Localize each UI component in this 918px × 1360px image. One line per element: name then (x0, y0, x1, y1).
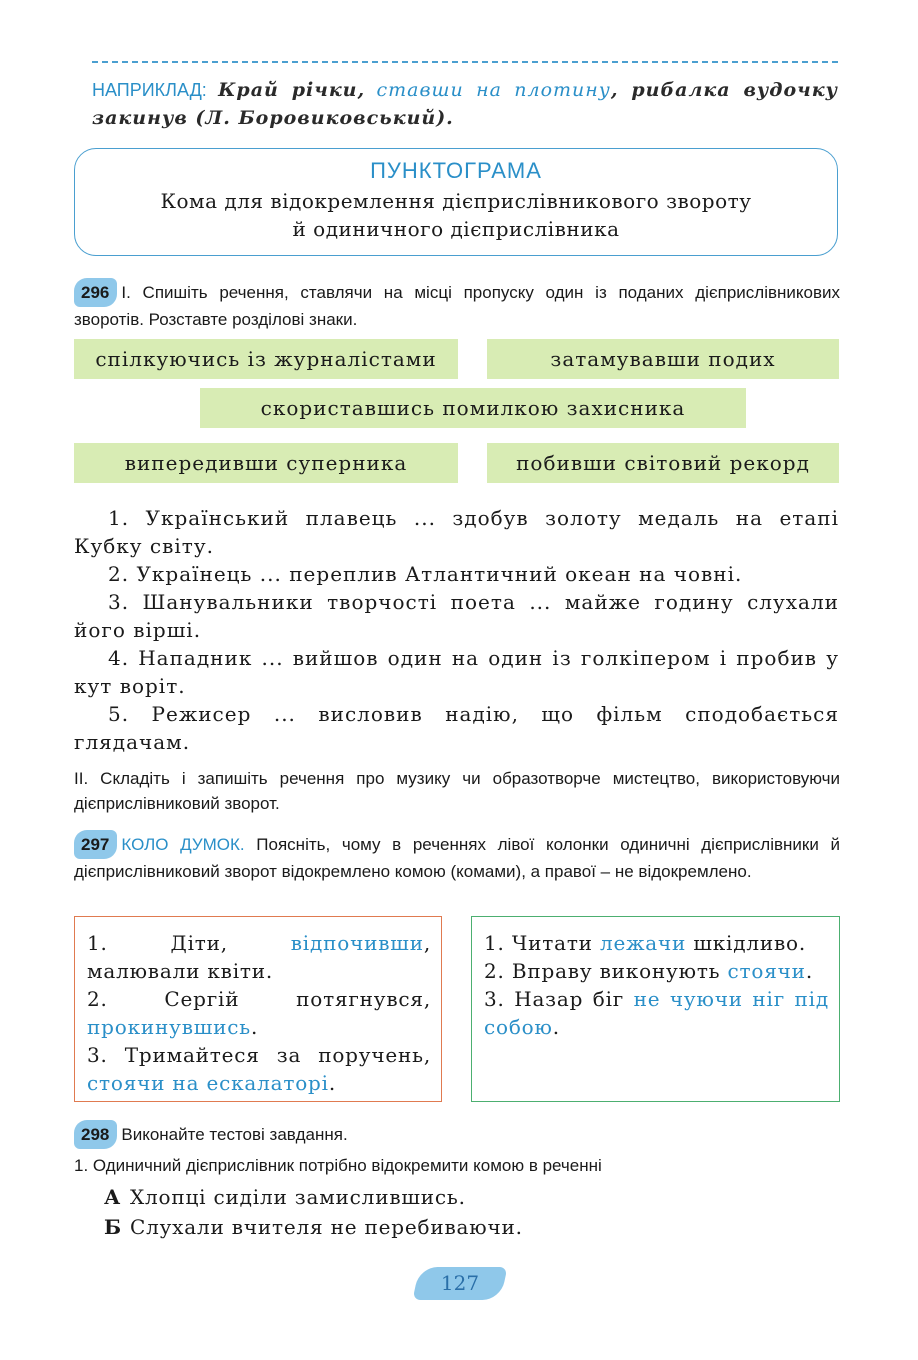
punktogram-line2: й одиничного дієприслівника (292, 217, 620, 241)
example-highlight: ставши на плотину (376, 79, 611, 101)
answer-option (104, 1182, 523, 1212)
task-298-text: Виконайте тестові завдання. (121, 1125, 348, 1144)
phrase-box: скориставшись помилкою захисника (200, 388, 746, 428)
task-number-badge: 296 (74, 278, 117, 307)
example-block (92, 76, 838, 132)
page-number: 127 (440, 1271, 480, 1295)
task-number-badge: 298 (74, 1120, 117, 1149)
answer-letter: А (104, 1185, 122, 1209)
punktogram-title: ПУНКТОГРАМА (370, 158, 542, 183)
task-296-part2: ІІ. Складіть і запишіть речення про музику чи образотворче мистецтво, використовуючи дієприслівниковий зворот. (74, 769, 840, 813)
right-sentence: 1. Читати лежачи шкідливо. (484, 931, 807, 955)
answer-option (104, 1212, 523, 1242)
task-297-text: Поясніть, чому в реченнях лівої колонки одиничні дієприслівники й дієприслівниковий зворот відокремлено комою (комами), а правої – не відокремлено. (74, 835, 840, 881)
task-296-instruction (74, 278, 840, 332)
task-297-label: КОЛО ДУМОК. (121, 835, 245, 854)
example-label: НАПРИКЛАД: (92, 80, 207, 100)
sentence: 4. Нападник ... вийшов один на один із голкіпером і пробив у кут воріт. (74, 646, 839, 698)
task-number-badge: 297 (74, 830, 117, 859)
example-text-part1: Край річки, (218, 79, 366, 101)
answer-text: Хлопці сиділи замислившись. (130, 1185, 466, 1209)
example-text-part2: , рибалка вудочку закинув (Л. Боровиковський). (92, 79, 838, 129)
task-297-instruction (74, 830, 840, 884)
test-question: 1. Одиничний дієприслівник потрібно відокремити комою в реченні (74, 1156, 602, 1175)
left-sentence: 1. Діти, відпочивши, малювали квіти. (87, 931, 431, 983)
phrase-box: побивши світовий рекорд (487, 443, 839, 483)
right-sentence: 2. Вправу виконують стоячи. (484, 959, 813, 983)
answer-letter: Б (104, 1215, 122, 1239)
right-sentence: 3. Назар біг не чуючи ніг під собою. (484, 987, 829, 1039)
left-sentence: 3. Тримайтеся за поручень, стоячи на ескалаторі. (87, 1043, 431, 1095)
sentence: 2. Українець ... переплив Атлантичний океан на човні. (108, 562, 743, 586)
answer-list (104, 1182, 523, 1242)
phrase-box: затамувавши подих (487, 339, 839, 379)
left-column-box (74, 916, 442, 1102)
sentence: 3. Шанувальники творчості поета ... майже годину слухали його вірші. (74, 590, 839, 642)
phrase-box: випередивши суперника (74, 443, 458, 483)
sentence-list (74, 504, 839, 756)
task-296-text: І. Спишіть речення, ставлячи на місці пропуску один із поданих дієприслівникових зворотів. Розставте розділові знаки. (74, 283, 840, 329)
left-sentence: 2. Сергій потягнувся, прокинувшись. (87, 987, 431, 1039)
dashed-divider (92, 61, 838, 63)
punktogram-line1: Кома для відокремлення дієприслівникового звороту (160, 189, 752, 213)
right-column-box (471, 916, 840, 1102)
sentence: 5. Режисер ... висловив надію, що фільм сподобається глядачам. (74, 702, 839, 754)
task-298-instruction (74, 1120, 840, 1149)
sentence: 1. Український плавець ... здобув золоту медаль на етапі Кубку світу. (74, 506, 839, 558)
answer-text: Слухали вчителя не перебиваючи. (130, 1215, 523, 1239)
punktogram-box (74, 148, 838, 256)
phrase-box: спілкуючись із журналістами (74, 339, 458, 379)
